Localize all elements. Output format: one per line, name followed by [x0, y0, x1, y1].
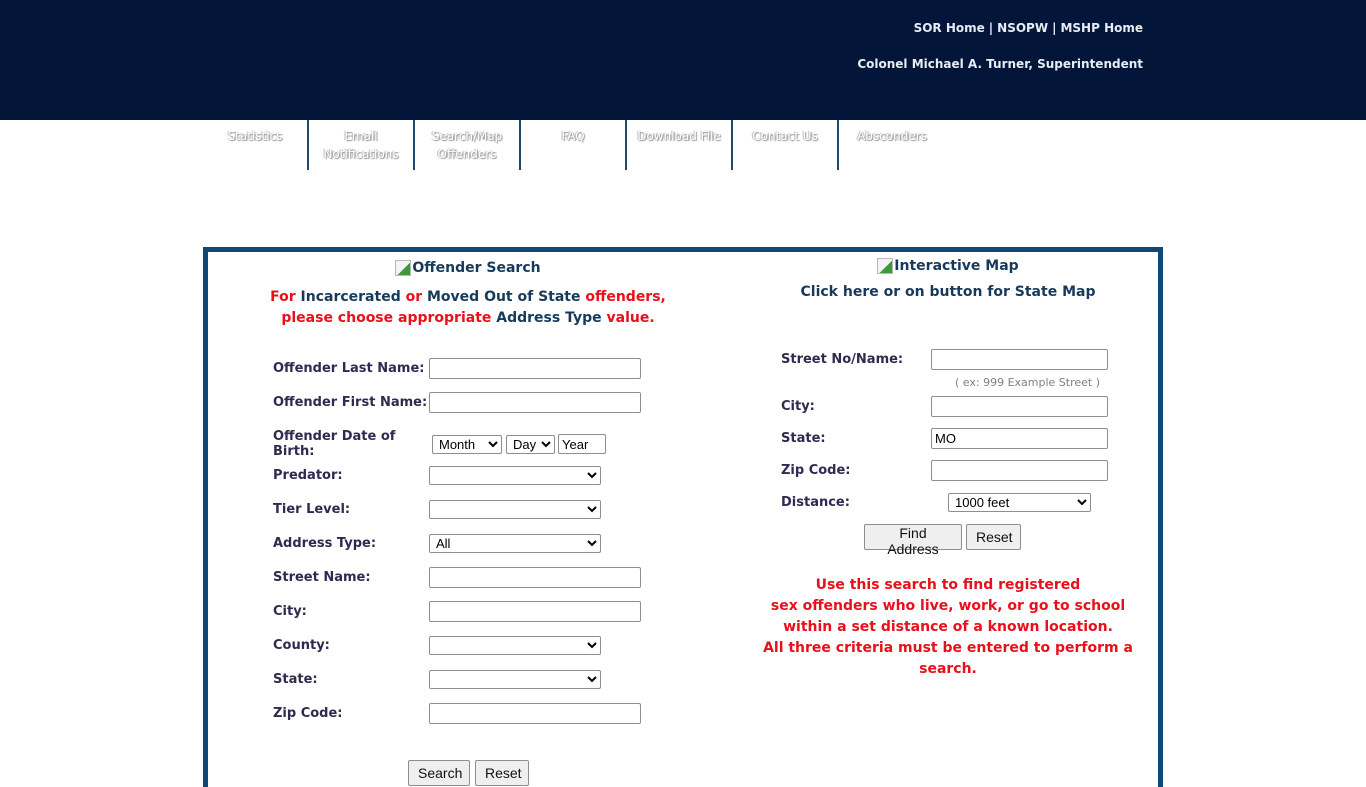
zip-row: [273, 703, 641, 724]
sor-home-link[interactable]: SOR Home: [913, 21, 985, 35]
search-buttons-row: [408, 760, 529, 786]
notice-text: Incarcerated: [300, 289, 401, 305]
address-type-label: Address Type:: [273, 536, 377, 551]
county-label: County:: [273, 638, 330, 653]
header-links: [914, 21, 1143, 35]
nav-faq[interactable]: FAQ: [521, 120, 627, 170]
map-city-row: [781, 396, 1108, 417]
nav-contact-us[interactable]: Contact Us: [733, 120, 839, 170]
street-name-row: [273, 567, 641, 588]
state-label: State:: [273, 672, 318, 687]
notice-text: please choose appropriate: [281, 310, 497, 326]
notice-line: sex offenders who live, work, or go to school: [770, 598, 1126, 614]
city-row: [273, 601, 641, 622]
last-name-row: [273, 358, 641, 379]
tier-level-label: Tier Level:: [273, 502, 351, 517]
offender-search-alt: Offender Search: [412, 260, 541, 276]
nav-download-file[interactable]: [627, 120, 733, 170]
distance-label: Distance:: [781, 495, 850, 510]
site-header: [0, 0, 1366, 120]
dob-month-select[interactable]: [432, 435, 502, 454]
last-name-input[interactable]: [429, 358, 641, 379]
dob-label: Offender Date of Birth:: [273, 429, 396, 459]
last-name-label: Offender Last Name:: [273, 361, 425, 376]
zip-label: Zip Code:: [273, 706, 343, 721]
distance-row: [781, 493, 1091, 512]
notice-line: within a set distance of a known location.: [783, 619, 1113, 635]
county-select[interactable]: [429, 636, 601, 655]
city-label: City:: [273, 604, 307, 619]
notice-text: Address Type: [496, 310, 602, 326]
map-zip-row: [781, 460, 1108, 481]
broken-image-icon: [877, 258, 893, 274]
interactive-map-alt: Interactive Map: [894, 258, 1019, 274]
street-name-label: Street Name:: [273, 570, 371, 585]
first-name-input[interactable]: [429, 392, 641, 413]
map-zip-input[interactable]: [931, 460, 1108, 481]
notice-text: offenders,: [580, 289, 666, 305]
first-name-row: [273, 392, 641, 413]
address-type-notice: [208, 287, 728, 329]
nav-email-notifications[interactable]: [309, 120, 415, 170]
address-type-select[interactable]: [429, 534, 601, 553]
map-city-input[interactable]: [931, 396, 1108, 417]
address-type-row: [273, 534, 601, 553]
dob-row: [273, 429, 606, 459]
notice-text: or: [400, 289, 427, 305]
map-reset-button[interactable]: Reset: [966, 524, 1021, 550]
nav-label: Email Notifications: [323, 129, 399, 161]
nav-absconders[interactable]: Absconders: [857, 129, 927, 143]
tier-level-select[interactable]: [429, 500, 601, 519]
street-name-input[interactable]: [429, 567, 641, 588]
map-street-row: [781, 349, 1108, 370]
search-button[interactable]: Search: [408, 760, 470, 786]
map-state-row: [781, 428, 1108, 449]
find-address-button[interactable]: Find Address: [864, 524, 962, 550]
notice-text: value.: [601, 310, 655, 326]
offender-search-title: [208, 260, 728, 276]
search-frame: [203, 247, 1163, 787]
superintendent-text: Colonel Michael A. Turner, Superintendent: [857, 57, 1143, 71]
zip-input[interactable]: [429, 703, 641, 724]
predator-row: [273, 466, 601, 485]
separator: |: [988, 21, 994, 35]
first-name-label: Offender First Name:: [273, 395, 428, 410]
street-hint: ( ex: 999 Example Street ): [955, 376, 1100, 389]
notice-line: Use this search to find registered: [815, 577, 1081, 593]
mshp-home-link[interactable]: MSHP Home: [1060, 21, 1143, 35]
dob-year-input[interactable]: [558, 434, 606, 454]
state-row: [273, 670, 601, 689]
tier-level-row: [273, 500, 601, 519]
nav-label: Download File: [637, 129, 721, 143]
map-state-label: State:: [781, 431, 826, 446]
nav-label: Search/Map Offenders: [431, 129, 503, 161]
map-street-input[interactable]: [931, 349, 1108, 370]
dob-day-select[interactable]: [506, 435, 555, 454]
interactive-map-title[interactable]: [738, 258, 1158, 274]
main-nav: [203, 120, 945, 170]
distance-search-notice: [738, 575, 1158, 680]
city-input[interactable]: [429, 601, 641, 622]
predator-select[interactable]: [429, 466, 601, 485]
notice-line: All three criteria must be entered to perform a search.: [763, 640, 1133, 677]
map-state-input[interactable]: [931, 428, 1108, 449]
county-row: [273, 636, 601, 655]
state-select[interactable]: [429, 670, 601, 689]
map-street-label: Street No/Name:: [781, 352, 904, 367]
predator-label: Predator:: [273, 468, 343, 483]
reset-button[interactable]: Reset: [475, 760, 529, 786]
notice-text: Moved Out of State: [427, 289, 581, 305]
notice-text: For: [270, 289, 301, 305]
map-city-label: City:: [781, 399, 815, 414]
nav-search-map-offenders[interactable]: [415, 120, 521, 170]
nsopw-link[interactable]: NSOPW: [997, 21, 1049, 35]
map-zip-label: Zip Code:: [781, 463, 851, 478]
map-buttons-row: [864, 524, 1021, 557]
separator: |: [1052, 21, 1057, 35]
distance-select[interactable]: [948, 493, 1091, 512]
broken-image-icon: [395, 260, 411, 276]
state-map-link[interactable]: Click here or on button for State Map: [800, 284, 1096, 300]
nav-statistics[interactable]: Statistics: [203, 120, 309, 170]
